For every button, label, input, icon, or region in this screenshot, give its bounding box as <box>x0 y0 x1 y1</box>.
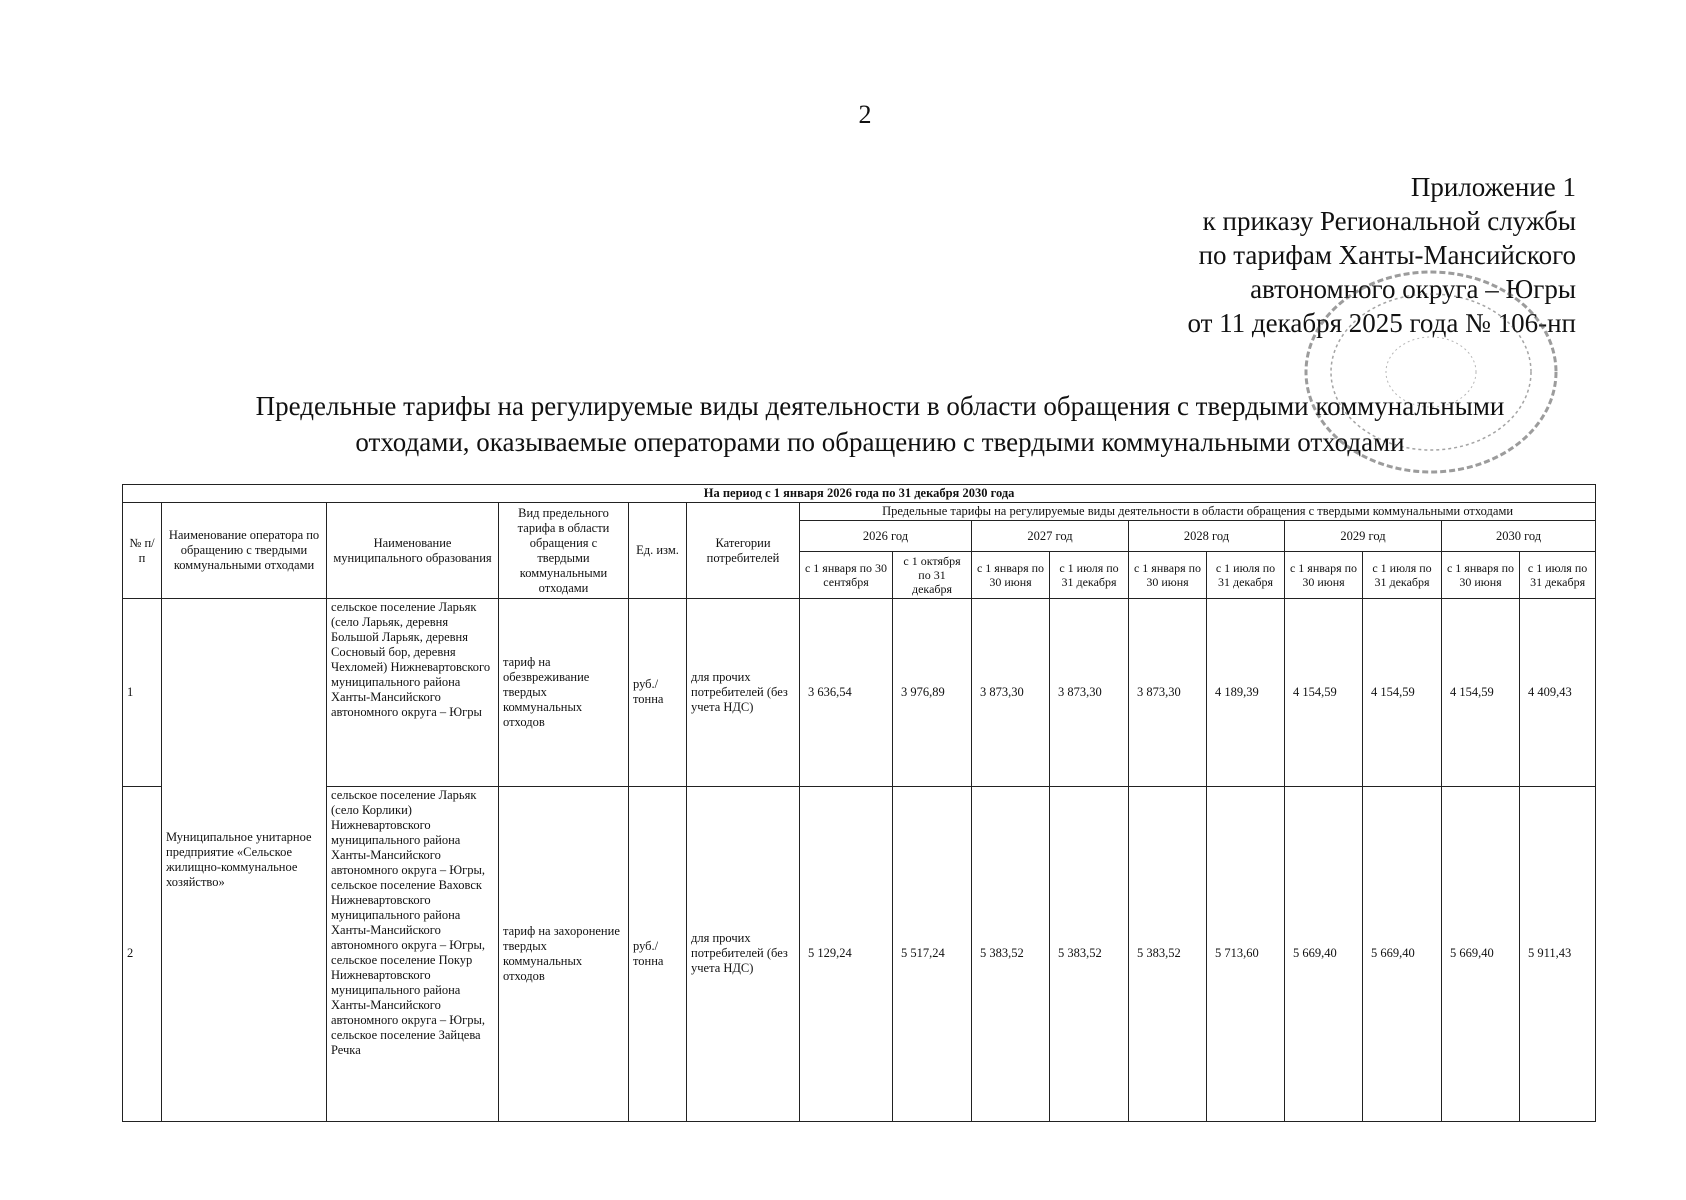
period-subheader: с 1 июля по 31 декабря <box>1520 552 1596 599</box>
period-subheader: с 1 января по 30 июня <box>1129 552 1207 599</box>
category-cell: для прочих потребителей (без учета НДС) <box>687 599 800 787</box>
tariff-value: 5 383,52 <box>1050 786 1129 1121</box>
unit-cell: руб./тонна <box>629 786 687 1121</box>
tariff-value: 3 873,30 <box>972 599 1050 787</box>
appendix-line: по тарифам Ханты-Мансийского <box>1198 240 1576 270</box>
tariff-value: 5 517,24 <box>893 786 972 1121</box>
appendix-line: от 11 декабря 2025 года № 106-нп <box>1187 308 1576 338</box>
document-title-line: Предельные тарифы на регулируемые виды деятельности в области обращения с твердыми коммунальными <box>255 391 1505 421</box>
tariff-value: 5 713,60 <box>1207 786 1285 1121</box>
category-cell: для прочих потребителей (без учета НДС) <box>687 786 800 1121</box>
municipality-cell: сельское поселение Ларьяк (село Ларьяк, деревня Большой Ларьяк, деревня Сосновый бор, деревня Чехломей) Нижневартовского муниципального района Ханты-Мансийского автономного округа – Югры <box>327 599 499 787</box>
appendix-line: автономного округа – Югры <box>1250 274 1576 304</box>
tariff-value: 3 873,30 <box>1050 599 1129 787</box>
tariff-table <box>122 484 1596 1122</box>
tariff-value: 3 873,30 <box>1129 599 1207 787</box>
tariff-value: 5 383,52 <box>1129 786 1207 1121</box>
column-header-tariffs-group: Предельные тарифы на регулируемые виды деятельности в области обращения с твердыми коммунальными отходами <box>800 503 1596 521</box>
period-subheader: с 1 января по 30 сентября <box>800 552 893 599</box>
tariff-value: 5 129,24 <box>800 786 893 1121</box>
year-header: 2030 год <box>1442 521 1596 552</box>
tariff-value: 4 154,59 <box>1285 599 1363 787</box>
tariff-value: 5 383,52 <box>972 786 1050 1121</box>
table-row <box>123 599 1596 787</box>
tariff-value: 4 409,43 <box>1520 599 1596 787</box>
tariff-value: 5 669,40 <box>1442 786 1520 1121</box>
tariff-value: 3 976,89 <box>893 599 972 787</box>
column-header-category: Категории потребителей <box>687 503 800 599</box>
period-subheader: с 1 октября по 31 декабря <box>893 552 972 599</box>
tariff-value: 4 189,39 <box>1207 599 1285 787</box>
column-header-operator: Наименование оператора по обращению с твердыми коммунальными отходами <box>162 503 327 599</box>
tariff-value: 5 911,43 <box>1520 786 1596 1121</box>
year-header: 2028 год <box>1129 521 1285 552</box>
page-number: 2 <box>858 100 872 129</box>
unit-cell: руб./тонна <box>629 599 687 787</box>
row-number: 2 <box>123 786 162 1121</box>
tariff-type-cell: тариф на обезвреживание твердых коммунальных отходов <box>499 599 629 787</box>
municipality-cell: сельское поселение Ларьяк (село Корлики) Нижневартовского муниципального района Ханты-Мансийского автономного округа – Югры, сельское поселение Ваховск Нижневартовского муниципального района Ханты-Мансийского автономного округа – Югры, сельское поселение Покур Нижневартовского муниципального района Ханты-Мансийского автономного округа – Югры, сельское поселение Зайцева Речка <box>327 786 499 1121</box>
tariff-value: 4 154,59 <box>1442 599 1520 787</box>
year-header: 2029 год <box>1285 521 1442 552</box>
year-header: 2027 год <box>972 521 1129 552</box>
row-number: 1 <box>123 599 162 787</box>
period-subheader: с 1 июля по 31 декабря <box>1363 552 1442 599</box>
tariff-type-cell: тариф на захоронение твердых коммунальных отходов <box>499 786 629 1121</box>
period-subheader: с 1 января по 30 июня <box>1442 552 1520 599</box>
tariff-value: 5 669,40 <box>1363 786 1442 1121</box>
table-row <box>123 786 1596 1121</box>
period-subheader: с 1 января по 30 июня <box>1285 552 1363 599</box>
column-header-tariff-type: Вид предельного тарифа в области обращения с твердыми коммунальными отходами <box>499 503 629 599</box>
appendix-line: Приложение 1 <box>1410 172 1576 202</box>
operator-name: Муниципальное унитарное предприятие «Сельское жилищно-коммунальное хозяйство» <box>162 599 327 1122</box>
document-title-line: отходами, оказываемые операторами по обращению с твердыми коммунальными отходами <box>355 427 1405 457</box>
column-header-unit: Ед. изм. <box>629 503 687 599</box>
year-header: 2026 год <box>800 521 972 552</box>
column-header-municipality: Наименование муниципального образования <box>327 503 499 599</box>
tariff-value: 4 154,59 <box>1363 599 1442 787</box>
tariff-value: 3 636,54 <box>800 599 893 787</box>
column-header-num: № п/п <box>123 503 162 599</box>
appendix-line: к приказу Региональной службы <box>1202 206 1576 236</box>
period-header: На период с 1 января 2026 года по 31 декабря 2030 года <box>123 485 1596 503</box>
appendix-block <box>1187 170 1576 340</box>
period-subheader: с 1 января по 30 июня <box>972 552 1050 599</box>
period-subheader: с 1 июля по 31 декабря <box>1050 552 1129 599</box>
period-subheader: с 1 июля по 31 декабря <box>1207 552 1285 599</box>
tariff-value: 5 669,40 <box>1285 786 1363 1121</box>
document-title <box>130 388 1630 460</box>
